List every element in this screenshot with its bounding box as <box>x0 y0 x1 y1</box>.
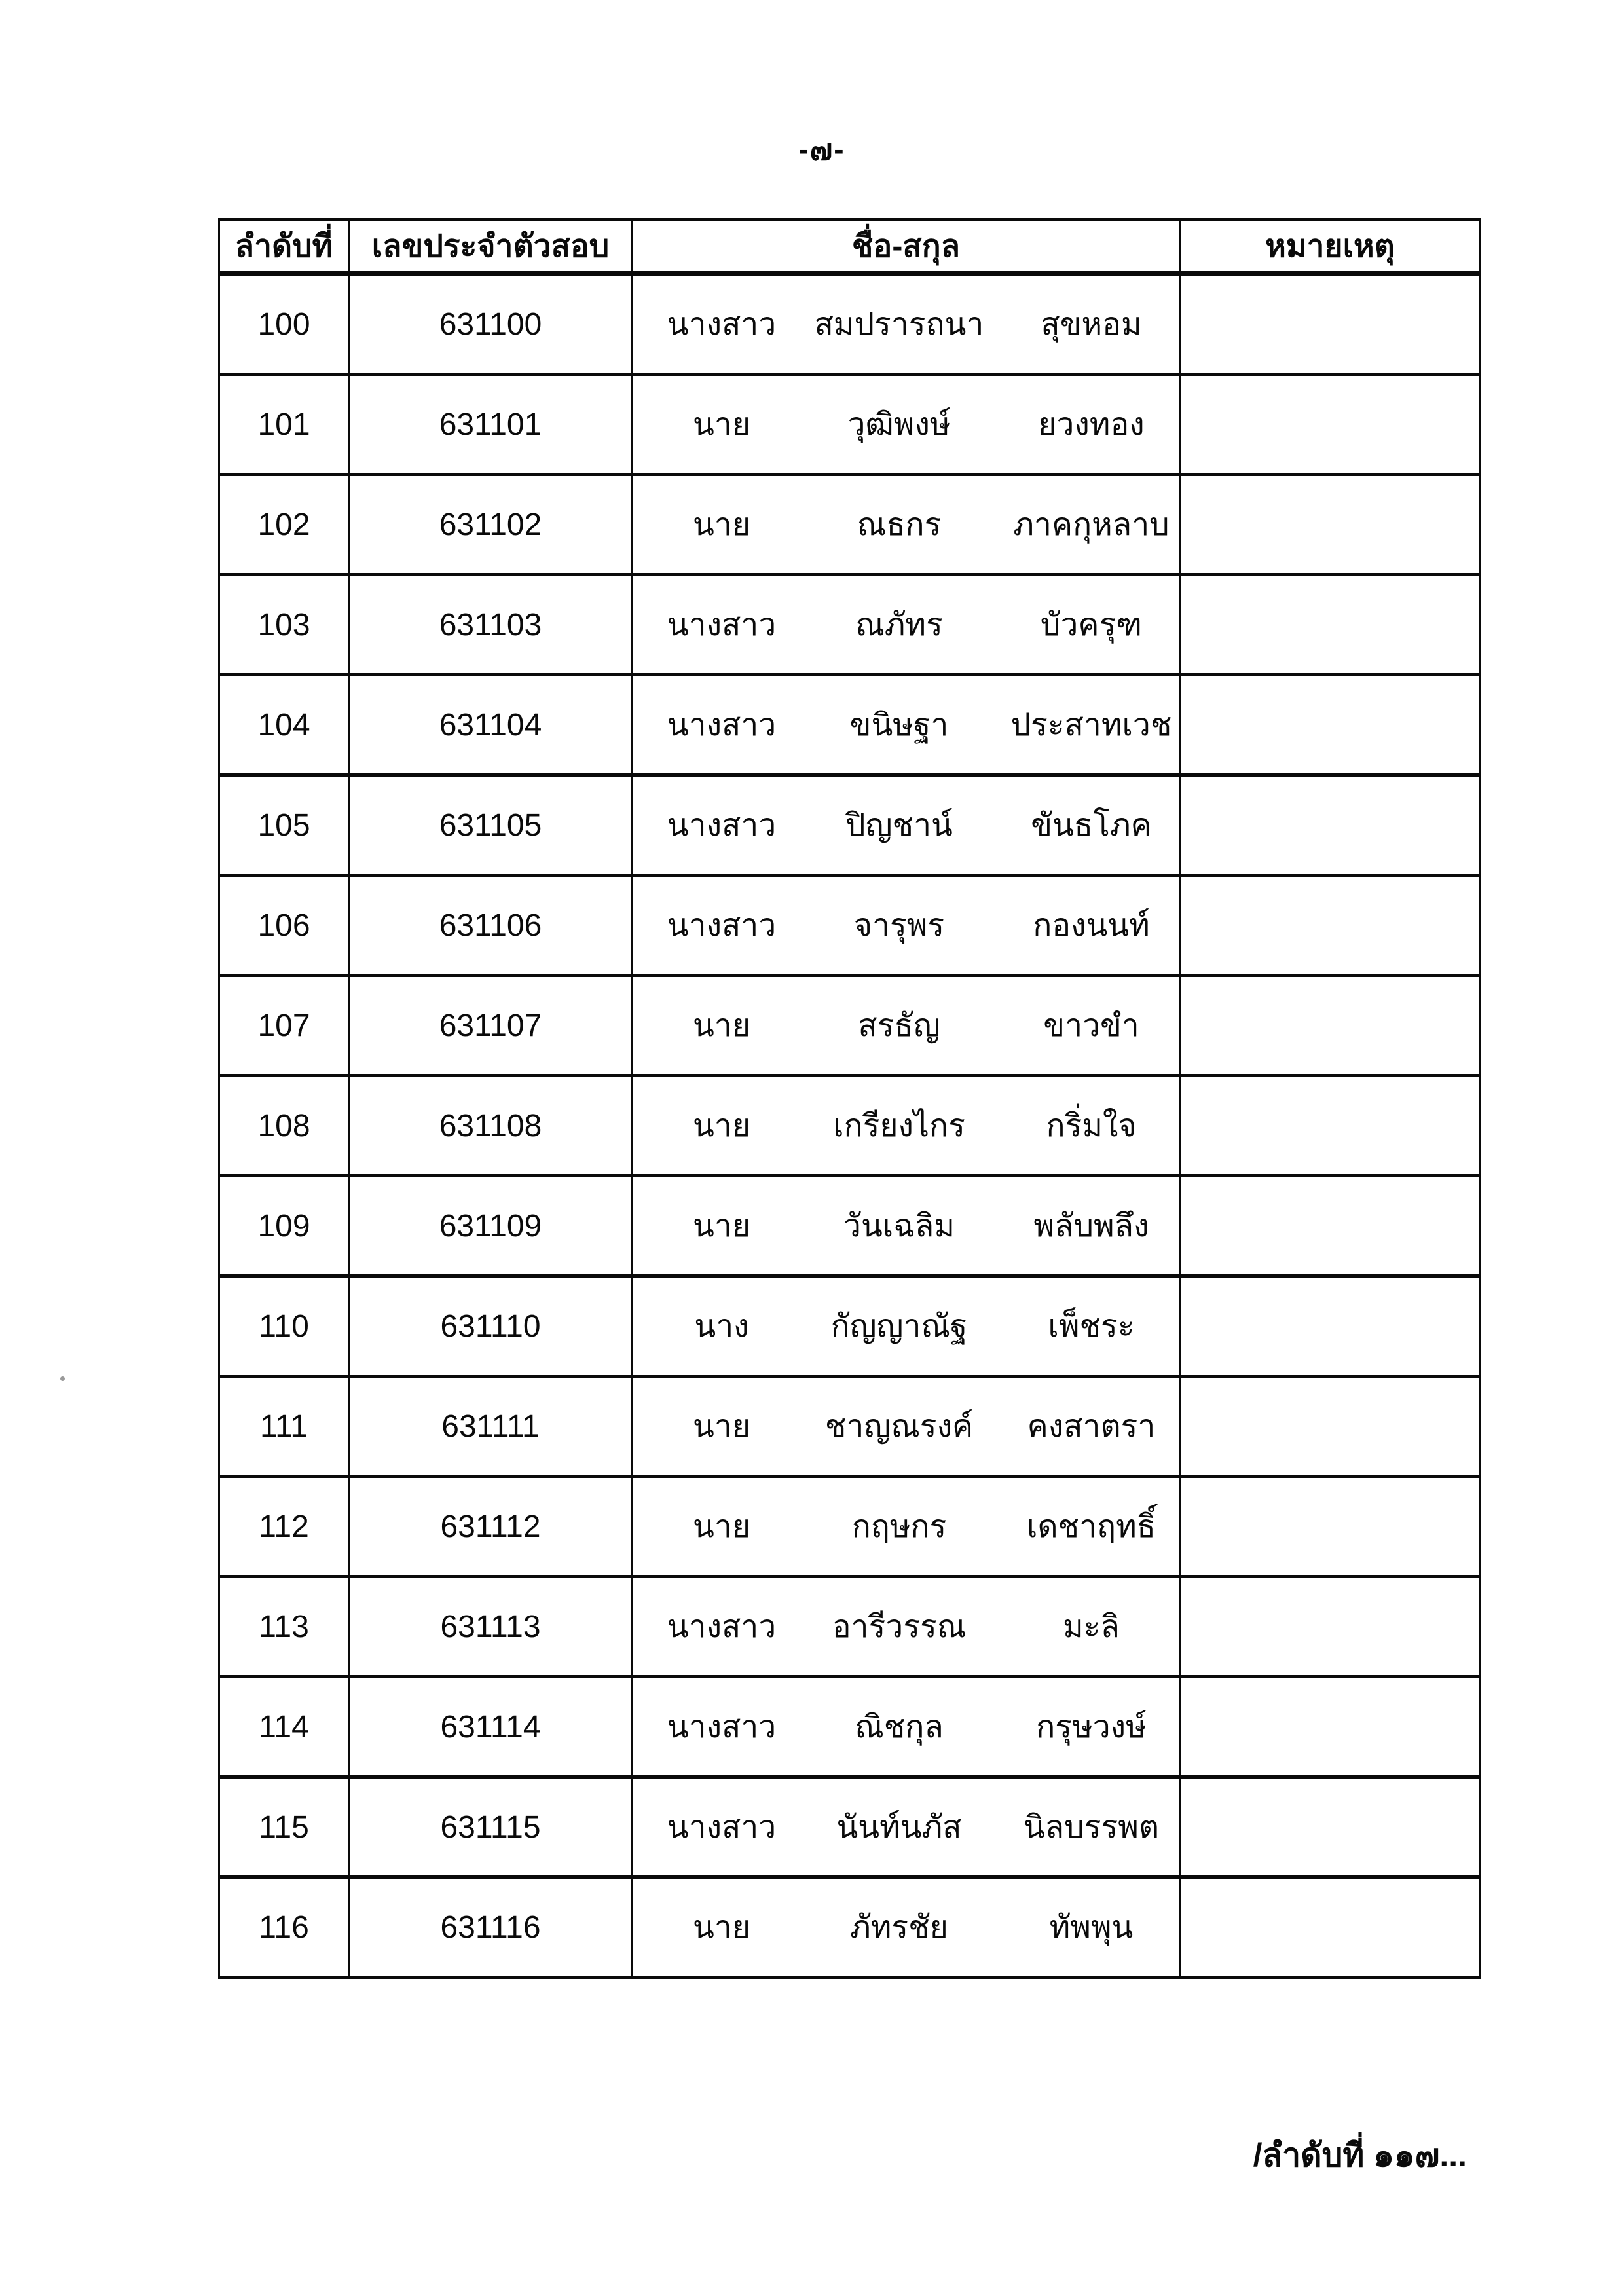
name-title: นางสาว <box>667 808 777 843</box>
exam-id: 631107 <box>349 976 633 1076</box>
table-row <box>219 976 1481 1076</box>
last-name: ทัพพุน <box>1049 1910 1134 1945</box>
row-index: 112 <box>219 1477 349 1577</box>
full-name <box>633 600 1179 650</box>
name-title: นาย <box>693 407 750 442</box>
row-index: 104 <box>219 675 349 775</box>
last-name: กริ่มใจ <box>1046 1109 1137 1143</box>
remark-cell <box>1180 1276 1481 1376</box>
remark-cell <box>1180 876 1481 976</box>
row-index: 111 <box>219 1376 349 1477</box>
name-title: นาย <box>693 1008 750 1043</box>
last-name: คงสาตรา <box>1027 1409 1156 1444</box>
name-cell <box>633 775 1180 876</box>
table-row <box>219 775 1481 876</box>
remark-cell <box>1180 575 1481 675</box>
first-name: ชาญณรงค์ <box>824 1409 974 1444</box>
name-cell <box>633 1477 1180 1577</box>
first-name: ณภัทร <box>855 608 943 642</box>
full-name <box>633 1702 1179 1752</box>
first-name: นันท์นภัส <box>836 1810 962 1845</box>
exam-id: 631110 <box>349 1276 633 1376</box>
exam-id: 631108 <box>349 1076 633 1176</box>
exam-id: 631103 <box>349 575 633 675</box>
name-cell <box>633 1176 1180 1276</box>
full-name <box>633 1001 1179 1050</box>
remark-cell <box>1180 1777 1481 1877</box>
full-name <box>633 299 1179 349</box>
last-name: สุขหอม <box>1041 307 1142 342</box>
table-row <box>219 1877 1481 1978</box>
col-header-exam-id: เลขประจำตัวสอบ <box>349 220 633 274</box>
exam-id: 631105 <box>349 775 633 876</box>
candidate-table <box>218 218 1481 1979</box>
first-name: ขนิษฐา <box>849 708 949 743</box>
full-name <box>633 900 1179 950</box>
name-cell <box>633 1577 1180 1677</box>
name-title: นางสาว <box>667 708 777 743</box>
col-header-remark: หมายเหตุ <box>1180 220 1481 274</box>
name-cell <box>633 1877 1180 1978</box>
full-name <box>633 399 1179 449</box>
scan-speck <box>60 1376 65 1381</box>
full-name <box>633 800 1179 850</box>
table-row <box>219 475 1481 575</box>
full-name <box>633 500 1179 549</box>
continuation-note: /ลำดับที่ ๑๑๗... <box>1253 2137 1467 2173</box>
name-title: นาง <box>694 1309 749 1344</box>
name-title: นาย <box>693 1509 750 1544</box>
name-title: นาย <box>693 1109 750 1143</box>
exam-id: 631100 <box>349 274 633 375</box>
table-row <box>219 1477 1481 1577</box>
last-name: ขาวขำ <box>1043 1008 1139 1043</box>
name-cell <box>633 274 1180 375</box>
first-name: สรธัญ <box>858 1008 940 1043</box>
table-row <box>219 876 1481 976</box>
first-name: กัญญาณัฐ <box>830 1309 968 1344</box>
row-index: 113 <box>219 1577 349 1677</box>
row-index: 100 <box>219 274 349 375</box>
first-name: ณิชกุล <box>855 1710 944 1745</box>
last-name: มะลิ <box>1063 1610 1120 1644</box>
table-row <box>219 1276 1481 1376</box>
remark-cell <box>1180 775 1481 876</box>
name-cell <box>633 1777 1180 1877</box>
name-cell <box>633 1677 1180 1777</box>
last-name: ขันธโภค <box>1031 808 1152 843</box>
name-title: นางสาว <box>667 908 777 943</box>
last-name: พลับพลึง <box>1033 1209 1149 1244</box>
first-name: จารุพร <box>853 908 945 943</box>
remark-cell <box>1180 675 1481 775</box>
col-header-name: ชื่อ-สกุล <box>633 220 1180 274</box>
first-name: ปิญชาน์ <box>845 808 953 843</box>
first-name: กฤษกร <box>851 1509 947 1544</box>
name-title: นาย <box>693 1910 750 1945</box>
name-title: นางสาว <box>667 1710 777 1745</box>
remark-cell <box>1180 1076 1481 1176</box>
full-name <box>633 1401 1179 1451</box>
first-name: สมปรารถนา <box>814 307 984 342</box>
last-name: เพ็ชระ <box>1048 1309 1135 1344</box>
first-name: ภัทรชัย <box>850 1910 948 1945</box>
row-index: 109 <box>219 1176 349 1276</box>
name-cell <box>633 375 1180 475</box>
remark-cell <box>1180 375 1481 475</box>
table-row <box>219 675 1481 775</box>
name-cell <box>633 876 1180 976</box>
remark-cell <box>1180 1577 1481 1677</box>
remark-cell <box>1180 1477 1481 1577</box>
full-name <box>633 1602 1179 1652</box>
remark-cell <box>1180 1176 1481 1276</box>
exam-id: 631101 <box>349 375 633 475</box>
exam-id: 631106 <box>349 876 633 976</box>
table-row <box>219 1076 1481 1176</box>
last-name: กองนนท์ <box>1033 908 1150 943</box>
row-index: 107 <box>219 976 349 1076</box>
page-number: -๗- <box>798 132 845 166</box>
remark-cell <box>1180 475 1481 575</box>
full-name <box>633 1502 1179 1551</box>
row-index: 102 <box>219 475 349 575</box>
last-name: กรุษวงษ์ <box>1036 1710 1147 1745</box>
table-header-row <box>219 220 1481 274</box>
table-row <box>219 1176 1481 1276</box>
name-title: นาย <box>693 508 750 542</box>
exam-id: 631112 <box>349 1477 633 1577</box>
exam-id: 631109 <box>349 1176 633 1276</box>
name-cell <box>633 475 1180 575</box>
first-name: เกรียงไกร <box>833 1109 965 1143</box>
row-index: 110 <box>219 1276 349 1376</box>
name-cell <box>633 1076 1180 1176</box>
exam-id: 631116 <box>349 1877 633 1978</box>
name-cell <box>633 1276 1180 1376</box>
row-index: 105 <box>219 775 349 876</box>
col-header-index: ลำดับที่ <box>219 220 349 274</box>
name-title: นางสาว <box>667 608 777 642</box>
remark-cell <box>1180 976 1481 1076</box>
table-row <box>219 375 1481 475</box>
remark-cell <box>1180 274 1481 375</box>
remark-cell <box>1180 1376 1481 1477</box>
full-name <box>633 1301 1179 1351</box>
row-index: 115 <box>219 1777 349 1877</box>
table-row <box>219 1577 1481 1677</box>
table-row <box>219 1376 1481 1477</box>
row-index: 114 <box>219 1677 349 1777</box>
table-row <box>219 1777 1481 1877</box>
exam-id: 631111 <box>349 1376 633 1477</box>
name-title: นาย <box>693 1409 750 1444</box>
last-name: ภาคกุหลาบ <box>1013 508 1170 542</box>
table-row <box>219 1677 1481 1777</box>
name-title: นางสาว <box>667 1810 777 1845</box>
full-name <box>633 700 1179 750</box>
row-index: 108 <box>219 1076 349 1176</box>
name-cell <box>633 1376 1180 1477</box>
first-name: วันเฉลิม <box>843 1209 955 1244</box>
full-name <box>633 1902 1179 1952</box>
first-name: อารีวรรณ <box>832 1610 967 1644</box>
row-index: 116 <box>219 1877 349 1978</box>
table-row <box>219 575 1481 675</box>
remark-cell <box>1180 1677 1481 1777</box>
name-title: นาย <box>693 1209 750 1244</box>
name-title: นางสาว <box>667 307 777 342</box>
full-name <box>633 1201 1179 1251</box>
exam-id: 631104 <box>349 675 633 775</box>
first-name: วุฒิพงษ์ <box>847 407 951 442</box>
last-name: ยวงทอง <box>1038 407 1145 442</box>
exam-id: 631113 <box>349 1577 633 1677</box>
name-cell <box>633 675 1180 775</box>
row-index: 103 <box>219 575 349 675</box>
name-cell <box>633 976 1180 1076</box>
exam-id: 631115 <box>349 1777 633 1877</box>
row-index: 101 <box>219 375 349 475</box>
name-cell <box>633 575 1180 675</box>
remark-cell <box>1180 1877 1481 1978</box>
last-name: นิลบรรพต <box>1023 1810 1160 1845</box>
last-name: เดชาฤทธิ์ <box>1026 1509 1156 1544</box>
first-name: ณธกร <box>857 508 942 542</box>
exam-id: 631102 <box>349 475 633 575</box>
name-title: นางสาว <box>667 1610 777 1644</box>
full-name <box>633 1802 1179 1852</box>
full-name <box>633 1101 1179 1151</box>
last-name: บัวครุฑ <box>1040 608 1143 642</box>
last-name: ประสาทเวช <box>1010 708 1172 743</box>
exam-id: 631114 <box>349 1677 633 1777</box>
table-row <box>219 274 1481 375</box>
row-index: 106 <box>219 876 349 976</box>
